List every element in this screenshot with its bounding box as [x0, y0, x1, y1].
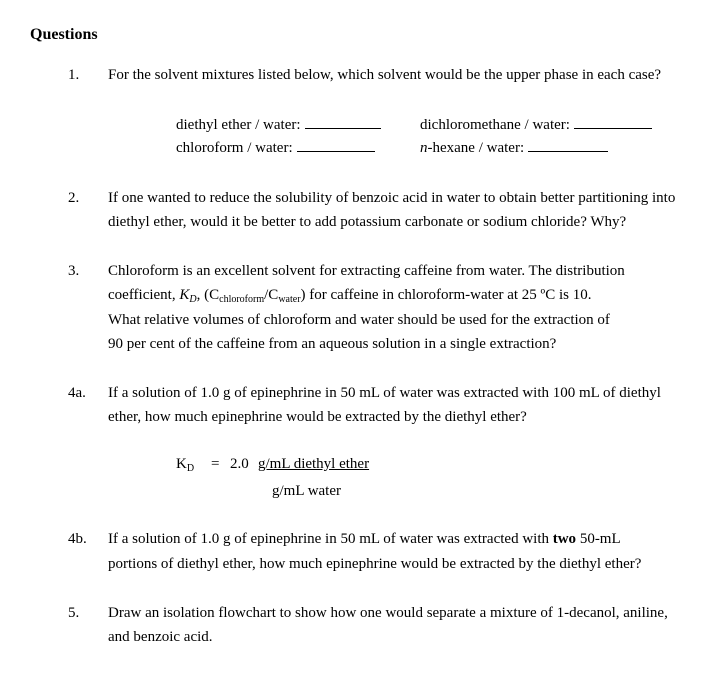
- text-segment: If a solution of 1.0 g of epinephrine in 50 mL of water was extracted with: [108, 531, 553, 547]
- question-text-line: [108, 287, 591, 305]
- equals-sign: =: [211, 456, 220, 472]
- pair-dichloromethane-water: [420, 117, 652, 134]
- formula-denominator: g/mL water: [272, 483, 342, 499]
- question-text-line: Draw an isolation flowchart to show how one would separate a mixture of 1-decanol, aniline,: [108, 605, 668, 621]
- answer-blank[interactable]: [305, 127, 381, 129]
- question-text-line: and benzoic acid.: [108, 629, 213, 645]
- pair-label: chloroform / water:: [176, 140, 293, 156]
- formula-numerator: g/mL diethyl ether: [258, 456, 370, 472]
- pair-label: dichloromethane / water:: [420, 117, 570, 133]
- question-text-line: What relative volumes of chloroform and water should be used for the extraction of: [108, 312, 610, 328]
- answer-blank[interactable]: [574, 127, 652, 129]
- question-text: For the solvent mixtures listed below, which solvent would be the upper phase in each case?: [108, 67, 662, 83]
- question-number: 4a.: [68, 385, 86, 401]
- emphasis-text: two: [552, 531, 577, 547]
- text-segment: 50-mL: [576, 531, 621, 547]
- question-text-line: ether, how much epinephrine would be extracted by the diethyl ether?: [108, 409, 527, 425]
- pair-diethyl-ether-water: [176, 117, 381, 134]
- text-segment: , (: [196, 287, 210, 303]
- question-text-line: If a solution of 1.0 g of epinephrine in 50 mL of water was extracted with 100 mL of diethyl: [108, 385, 661, 401]
- answer-blank[interactable]: [297, 150, 375, 152]
- c-symbol: C: [268, 287, 279, 303]
- kd-formula: [176, 456, 194, 474]
- text-segment: coefficient,: [108, 287, 180, 303]
- kd-symbol: K: [179, 287, 190, 303]
- question-text-line: If one wanted to reduce the solubility of benzoic acid in water to obtain better partitioning into: [108, 190, 676, 206]
- section-heading: Questions: [30, 26, 98, 43]
- italic-prefix: n: [420, 140, 428, 156]
- question-number: 4b.: [68, 531, 87, 547]
- kd-symbol: K: [176, 456, 187, 472]
- c-symbol: C: [209, 287, 220, 303]
- kd-subscript: D: [189, 294, 197, 305]
- question-number: 1.: [68, 67, 80, 83]
- c-subscript: water: [278, 294, 301, 305]
- text-segment: ) for caffeine in chloroform-water at 25 ºC is 10.: [300, 287, 592, 303]
- question-text-line: diethyl ether, would it be better to add potassium carbonate or sodium chloride? Why?: [108, 214, 627, 230]
- question-text-line: 90 per cent of the caffeine from an aqueous solution in a single extraction?: [108, 336, 557, 352]
- c-subscript: chloroform: [219, 294, 265, 305]
- kd-value: 2.0: [230, 456, 249, 472]
- question-number: 2.: [68, 190, 80, 206]
- kd-subscript: D: [186, 463, 195, 474]
- question-text-line: portions of diethyl ether, how much epinephrine would be extracted by the diethyl ether?: [108, 556, 642, 572]
- answer-blank[interactable]: [528, 150, 608, 152]
- question-number: 3.: [68, 263, 80, 279]
- question-text-line: Chloroform is an excellent solvent for extracting caffeine from water. The distribution: [108, 263, 625, 279]
- question-number: 5.: [68, 605, 80, 621]
- pair-chloroform-water: [176, 140, 375, 157]
- text-segment: /: [264, 287, 269, 303]
- pair-label: diethyl ether / water:: [176, 117, 301, 133]
- question-text-line: [108, 531, 621, 548]
- pair-hexane-water: [420, 140, 608, 157]
- pair-label: -hexane / water:: [427, 140, 525, 156]
